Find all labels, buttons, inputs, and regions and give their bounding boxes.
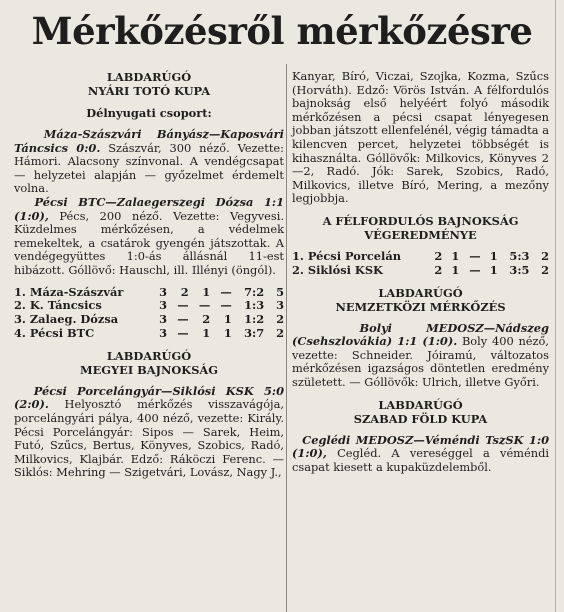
section-heading-sport: LABDARÚGÓ [106, 70, 192, 84]
wins-cell: 1 [451, 262, 460, 277]
goals-cell: 7:2 [244, 284, 265, 299]
team-name-cell: 4. Pécsi BTC [14, 325, 95, 340]
match-report-3 [14, 385, 284, 480]
group-heading: Délnyugati csoport: [86, 106, 212, 120]
draws-cell: 2 [202, 312, 211, 327]
played-cell: 3 [159, 325, 168, 340]
match-text: Helyosztó mérkőzés visszavágója, porcelángyári pálya, 400 néző, vezette: Király. Pécsi Porcelángyár: Sipos — Sarek, Heim, Futó, Szűcs, Bertus, Könyves, Szobics, Radó, Milkovics, Klajbár. Edző: Ráköczi Ferenc. — Siklós: Mehring — Szigetvári, Lovász, Nagy J., [14, 397, 284, 480]
standings-table [14, 286, 284, 341]
page-edge-rule [555, 0, 556, 612]
match-text: Szászvár, 300 néző. Vezette: Hámori. Alacsony színvonal. A vendégcsapat — helyzetei alapján — győzelmet érdemelt volna. [14, 140, 284, 196]
match-title: Pécsi Porcelángyár—Siklósi KSK 5:0 (2:0). [14, 383, 284, 412]
points-cell: 2 [541, 248, 549, 263]
losses-cell: 1 [489, 262, 498, 277]
match-text: Boly 400 néző, vezette: Schneider. Jóiramú, változatos mérkőzésen igazságos döntetlen eredmény született. — Góllövők: Ulrich, illetve Győri. [292, 334, 549, 389]
match-report-4 [292, 322, 549, 390]
section-heading-sport: LABDARÚGÓ [106, 348, 192, 363]
losses-cell: 1 [223, 312, 232, 327]
wins-cell: 1 [451, 248, 460, 263]
draws-cell: — [469, 262, 481, 277]
played-cell: 3 [159, 284, 168, 299]
section-heading-final: A FÉLFORDULÓS BAJNOKSÁG [322, 213, 519, 228]
section-heading-final-result: VÉGEREDMÉNYE [364, 227, 477, 242]
losses-cell: — [220, 298, 232, 313]
column-divider [286, 64, 287, 612]
match-text: Cegléd. A vereséggel a véméndi csapat kiesett a kupaküzdelemből. [292, 446, 549, 474]
table-row [14, 313, 284, 327]
points-cell: 2 [541, 262, 549, 277]
match-title: Bolyi MEDOSZ—Nádszeg (Csehszlovákia) 1:1 (1:0). [292, 320, 549, 349]
played-cell: 3 [159, 298, 168, 313]
goals-cell: 5:3 [509, 248, 530, 263]
wins-cell: — [177, 325, 189, 340]
wins-cell: — [177, 298, 189, 313]
match-report-1 [14, 128, 284, 196]
final-standings-table [292, 250, 549, 278]
played-cell: 2 [434, 262, 443, 277]
played-cell: 2 [434, 248, 443, 263]
match-title: Máza-Szászvári Bányász—Kaposvári Táncsics 0:0. [14, 127, 284, 155]
goals-cell: 1:2 [244, 312, 265, 327]
table-row [292, 264, 549, 278]
section-heading-szabad-fold-cup: SZABAD FÖLD KUPA [353, 411, 488, 426]
losses-cell: 1 [223, 325, 232, 340]
section-heading-international: NEMZETKÖZI MÉRKŐZÉS [335, 299, 506, 314]
match-title: Ceglédi MEDOSZ—Véméndi TszSK 1:0 (1:0), [292, 432, 549, 461]
draws-cell: 1 [202, 325, 211, 340]
team-name-cell: 1. Pécsi Porcelán [292, 248, 402, 263]
losses-cell: 1 [489, 248, 498, 263]
wins-cell: — [177, 312, 189, 327]
points-cell: 2 [276, 325, 284, 340]
team-name-cell: 1. Máza-Szászvár [14, 284, 124, 299]
team-name-cell: 2. K. Táncsics [14, 298, 102, 313]
match-report-5 [292, 434, 549, 475]
losses-cell: — [220, 284, 232, 299]
section-heading-cup: NYÁRI TOTÓ KUPA [87, 84, 211, 98]
table-row [14, 286, 284, 300]
table-row [292, 250, 549, 264]
section-heading-sport: LABDARÚGÓ [378, 397, 463, 412]
draws-cell: — [469, 248, 481, 263]
draws-cell: — [198, 298, 211, 313]
goals-cell: 3:5 [509, 262, 530, 277]
right-column [292, 70, 549, 474]
headline: Mérkőzésről mérkőzésre [31, 9, 533, 53]
points-cell: 2 [276, 312, 284, 327]
team-name-cell: 2. Siklósi KSK [292, 262, 383, 277]
match-title: Pécsi BTC—Zalaegerszegi Dózsa 1:1 (1:0), [14, 194, 285, 223]
match-text: Pécs, 200 néző. Vezette: Vegyvesi. Küzdelmes mérkőzésen, a védelmek remekeltek, a csatárok gyengén játszottak. A vendégegyüttes 1:0-ás állásnál 11-est hibázott. Góllövő: Hauschl, ill. Illényi (öngól). [14, 208, 284, 277]
goals-cell: 3:7 [244, 325, 265, 340]
draws-cell: 1 [202, 284, 211, 299]
points-cell: 5 [276, 284, 284, 299]
match-report-2 [14, 196, 284, 278]
left-column [14, 70, 284, 480]
section-heading-league: MEGYEI BAJNOKSÁG [79, 362, 218, 377]
wins-cell: 2 [180, 284, 189, 299]
goals-cell: 1:3 [244, 298, 265, 313]
section-heading-sport: LABDARÚGÓ [378, 285, 463, 300]
team-name-cell: 3. Zalaeg. Dózsa [14, 312, 119, 327]
match-report-3-continued: Kanyar, Bíró, Viczai, Szojka, Kozma, Szűcs (Horváth). Edző: Vörös István. A félfordulós bajnokság első helyéért folyó második mérkőzésen a pécsi csapat lényegesen jobban játszott ellenfelénél, végig támadta a kilencven percet, helyzetei többségét is kihasználta. Góllövők: Milkovics, Könyves 2—2, Radó. Jók: Sarek, Szobics, Radó, Milkovics, illetve Bíró, Mering, a mezőny legjobbja. [292, 69, 549, 206]
table-row [14, 327, 284, 341]
table-row [14, 299, 284, 313]
points-cell: 3 [276, 298, 284, 313]
played-cell: 3 [159, 312, 168, 327]
